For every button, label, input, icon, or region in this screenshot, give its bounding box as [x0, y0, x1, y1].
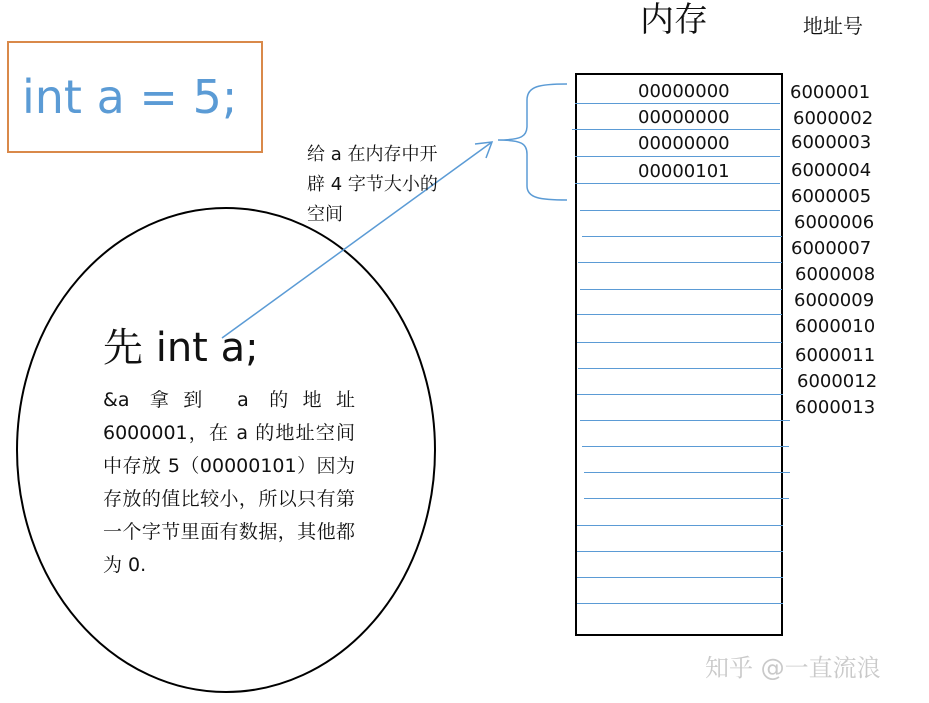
ellipse-body: &a 拿到 a 的地址 6000001，在 a 的地址空间中存放 5（00000101）因为存放的值比较小，所以只有第一个字节里面有数据，其他都为 0. [103, 389, 355, 576]
address-3: 6000003 [791, 132, 872, 153]
address-8: 6000008 [795, 264, 876, 285]
row-line [580, 289, 782, 290]
row-line [584, 472, 790, 473]
address-11: 6000011 [795, 345, 876, 366]
code-statement: int a = 5; [22, 70, 238, 124]
address-1: 6000001 [790, 82, 871, 103]
row-line [580, 210, 780, 211]
row-line [577, 603, 783, 604]
row-line [578, 368, 782, 369]
address-title: 地址号 [803, 14, 863, 38]
row-line [572, 129, 780, 130]
watermark: 知乎 @一直流浪 [705, 654, 881, 682]
row-line [582, 236, 782, 237]
address-4: 6000004 [791, 160, 872, 181]
row-line [577, 314, 782, 315]
address-9: 6000009 [794, 290, 875, 311]
memory-brace [498, 84, 567, 200]
row-line [580, 420, 790, 421]
address-13: 6000013 [795, 397, 876, 418]
row-line [575, 156, 780, 157]
row-line [578, 262, 782, 263]
address-5: 6000005 [791, 186, 872, 207]
address-12: 6000012 [797, 371, 878, 392]
row-line [577, 525, 783, 526]
row-line [577, 577, 783, 578]
address-2: 6000002 [793, 108, 874, 129]
row-line [577, 394, 783, 395]
row-line [577, 551, 783, 552]
row-line [575, 103, 780, 104]
byte-value-2: 00000000 [638, 107, 730, 128]
address-10: 6000010 [795, 316, 876, 337]
byte-value-4: 00000101 [638, 161, 730, 182]
memory-title: 内存 [640, 0, 708, 40]
row-line [575, 183, 780, 184]
byte-value-1: 00000000 [638, 81, 730, 102]
row-line [577, 342, 782, 343]
callout-text: 给 a 在内存中开辟 4 字节大小的空间 [307, 144, 438, 225]
row-line [584, 498, 789, 499]
address-7: 6000007 [791, 238, 872, 259]
ellipse-heading: 先 int a; [103, 325, 259, 371]
address-6: 6000006 [794, 212, 875, 233]
row-line [582, 446, 789, 447]
byte-value-3: 00000000 [638, 133, 730, 154]
